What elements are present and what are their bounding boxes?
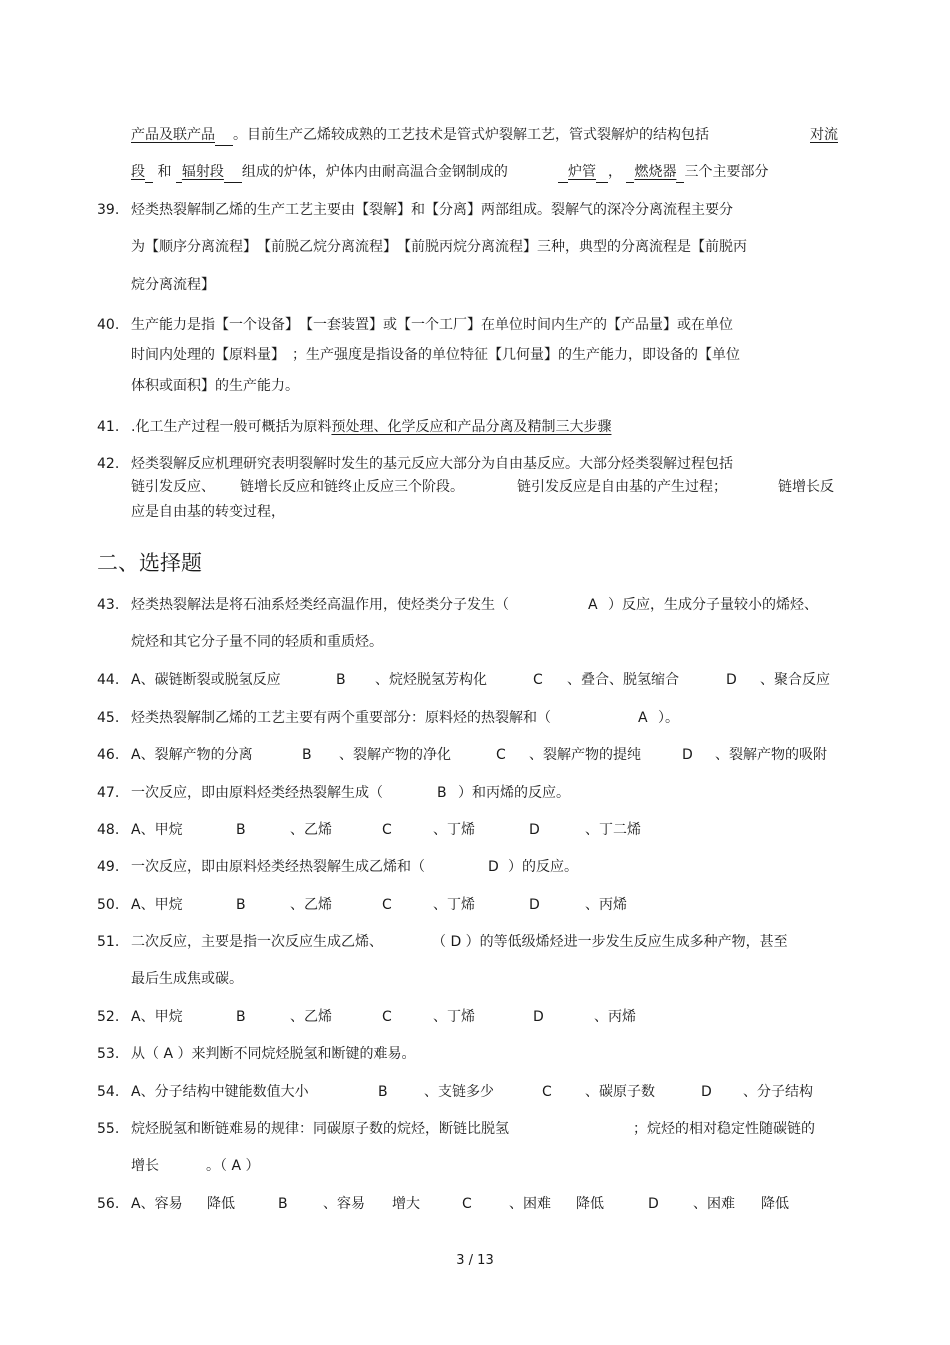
question-text: 。（ A ） bbox=[206, 1158, 260, 1174]
option: 、丁二烯 bbox=[585, 822, 641, 838]
option: 、丁烯 bbox=[433, 822, 475, 838]
question-text: 生产能力是指【一个设备】 【一套装置】或【一个工厂】在单位时间内生产的【产品量】或在单位 bbox=[131, 317, 733, 333]
question-number: 39. bbox=[97, 202, 120, 218]
underline-blank bbox=[145, 162, 153, 183]
option: 、容易 bbox=[323, 1196, 365, 1212]
question-number: 45. bbox=[97, 710, 120, 726]
option: A、容易 bbox=[131, 1196, 183, 1212]
question-text: 增长 bbox=[131, 1158, 159, 1174]
option-letter: D bbox=[726, 672, 737, 688]
question-text: 时间内处理的【原料量】 ；生产强度是指设备的单位特征【几何量】的生产能力，即设备的【单位 bbox=[131, 347, 740, 363]
question-text: 链引发反应是自由基的产生过程； bbox=[517, 479, 727, 495]
question-text bbox=[131, 417, 611, 437]
option: 、乙烯 bbox=[290, 1009, 332, 1025]
question-text: 最后生成焦或碳。 bbox=[131, 971, 243, 987]
option-letter: D bbox=[648, 1196, 659, 1212]
text-line bbox=[131, 125, 709, 146]
option-letter: C bbox=[533, 672, 543, 688]
answer-text: 辐射段 bbox=[181, 164, 224, 180]
option-letter: B bbox=[378, 1084, 388, 1100]
question-text: 从（ A ）来判断不同烷烃脱氢和断键的难易。 bbox=[131, 1046, 416, 1062]
option-letter: B bbox=[236, 1009, 246, 1025]
option-letter: B bbox=[236, 822, 246, 838]
question-number: 47. bbox=[97, 785, 120, 801]
question-text: 烃类热裂解法是将石油系烃类经高温作用，使烃类分子发生（ bbox=[131, 597, 509, 613]
option: 、困难 bbox=[509, 1196, 551, 1212]
question-number: 48. bbox=[97, 822, 120, 838]
question-text: 一次反应，即由原料烃类经热裂解生成（ bbox=[131, 785, 383, 801]
option: A、甲烷 bbox=[131, 822, 183, 838]
question-number: 54. bbox=[97, 1084, 120, 1100]
question-text: ）的反应。 bbox=[508, 859, 578, 875]
answer-letter: B bbox=[437, 785, 447, 801]
option: 、碳原子数 bbox=[585, 1084, 655, 1100]
question-text: 应是自由基的转变过程， bbox=[131, 504, 285, 520]
option: 降低 bbox=[761, 1196, 789, 1212]
section-heading: 二、选择题 bbox=[97, 551, 202, 575]
question-text: ）反应，生成分子量较小的烯烃、 bbox=[608, 597, 818, 613]
question-text: ）和丙烯的反应。 bbox=[458, 785, 570, 801]
option: A、甲烷 bbox=[131, 897, 183, 913]
option: 降低 bbox=[207, 1196, 235, 1212]
question-text: 二次反应，主要是指一次反应生成乙烯、 bbox=[131, 934, 383, 950]
text-line bbox=[558, 162, 768, 183]
option: 、困难 bbox=[693, 1196, 735, 1212]
option: 、丁烯 bbox=[433, 1009, 475, 1025]
question-text: ）。 bbox=[658, 710, 679, 726]
option: A、分子结构中键能数值大小 bbox=[131, 1084, 309, 1100]
question-text: 体积或面积】的生产能力。 bbox=[131, 378, 299, 394]
answer-blank: 产品及联产品 bbox=[131, 127, 215, 143]
option-letter: C bbox=[382, 822, 392, 838]
question-text: 链增长反应和链终止反应三个阶段。 bbox=[240, 479, 464, 495]
option-letter: B bbox=[302, 747, 312, 763]
underline-blank bbox=[596, 162, 608, 183]
question-number: 50. bbox=[97, 897, 120, 913]
option: A、甲烷 bbox=[131, 1009, 183, 1025]
question-number: 40. bbox=[97, 317, 120, 333]
option-letter: C bbox=[496, 747, 506, 763]
answer-text: 炉管 bbox=[568, 164, 596, 180]
question-text: 烷烃和其它分子量不同的轻质和重质烃。 bbox=[131, 634, 383, 650]
option: 、叠合、脱氢缩合 bbox=[567, 672, 679, 688]
option-letter: D bbox=[701, 1084, 712, 1100]
option-letter: B bbox=[278, 1196, 288, 1212]
question-number: 49. bbox=[97, 859, 120, 875]
option: 、裂解产物的净化 bbox=[339, 747, 451, 763]
option: 、支链多少 bbox=[424, 1084, 494, 1100]
option: 、丙烯 bbox=[594, 1009, 636, 1025]
question-text: 烃类热裂解制乙烯的工艺主要有两个重要部分：原料烃的热裂解和（ bbox=[131, 710, 551, 726]
text-span: .化工生产过程一般可概括为原料 bbox=[131, 419, 332, 435]
option-letter: C bbox=[542, 1084, 552, 1100]
question-number: 41. bbox=[97, 419, 120, 435]
answer-text: 段 bbox=[131, 164, 145, 180]
text-span: 组成的炉体，炉体内由耐高温合金钢制成的 bbox=[241, 164, 508, 180]
question-text: ；烷烃的相对稳定性随碳链的 bbox=[633, 1121, 815, 1137]
question-text: 烷烃脱氢和断链难易的规律：同碳原子数的烷烃，断链比脱氢 bbox=[131, 1121, 509, 1137]
option: 、乙烯 bbox=[290, 822, 332, 838]
option-letter: D bbox=[529, 897, 540, 913]
option-letter: D bbox=[682, 747, 693, 763]
option: 、乙烯 bbox=[290, 897, 332, 913]
answer-letter: A bbox=[638, 710, 648, 726]
question-number: 46. bbox=[97, 747, 120, 763]
question-number: 44. bbox=[97, 672, 120, 688]
text-span: 三个主要部分 bbox=[684, 164, 769, 180]
underline-blank bbox=[215, 125, 233, 146]
text-span: ， bbox=[608, 164, 622, 180]
question-number: 56. bbox=[97, 1196, 120, 1212]
question-number: 51. bbox=[97, 934, 120, 950]
option-letter: D bbox=[533, 1009, 544, 1025]
question-text: 链增长反 bbox=[778, 479, 834, 495]
option-letter: B bbox=[236, 897, 246, 913]
answer-text: 燃烧器 bbox=[634, 164, 677, 180]
option-letter: C bbox=[382, 897, 392, 913]
text-span: 。目前生产乙烯较成熟的工艺技术是管式炉裂解工艺，管式裂解炉的结构包括 bbox=[233, 127, 709, 143]
question-text: 烃类热裂解制乙烯的生产工艺主要由【裂解】和【分离】两部组成。裂解气的深冷分离流程主要分 bbox=[131, 202, 733, 218]
answer-text: 预处理、化学反应和产品分离及精制三大步骤 bbox=[331, 419, 612, 435]
question-number: 52. bbox=[97, 1009, 120, 1025]
text-span: 和 bbox=[157, 164, 172, 180]
question-number: 43. bbox=[97, 597, 120, 613]
option: 、裂解产物的提纯 bbox=[529, 747, 641, 763]
option: 增大 bbox=[392, 1196, 420, 1212]
option: 、裂解产物的吸附 bbox=[715, 747, 827, 763]
underline-blank bbox=[558, 162, 568, 183]
option: 降低 bbox=[576, 1196, 604, 1212]
question-text: 烃类裂解反应机理研究表明裂解时发生的基元反应大部分为自由基反应。大部分烃类裂解过程包括 bbox=[131, 456, 733, 472]
question-text: （ D ）的等低级烯烃进一步发生反应生成多种产物，甚至 bbox=[432, 934, 788, 950]
option: 、分子结构 bbox=[743, 1084, 813, 1100]
question-text: 烷分离流程】 bbox=[131, 277, 215, 293]
question-number: 42. bbox=[97, 456, 120, 472]
option-letter: C bbox=[462, 1196, 472, 1212]
question-text: 链引发反应、 bbox=[131, 479, 215, 495]
underline-blank bbox=[224, 162, 242, 183]
option: 、聚合反应 bbox=[760, 672, 830, 688]
option: A、碳链断裂或脱氢反应 bbox=[131, 672, 281, 688]
question-number: 55. bbox=[97, 1121, 120, 1137]
option-letter: B bbox=[336, 672, 346, 688]
page-number: 3 / 13 bbox=[456, 1253, 494, 1268]
answer-blank bbox=[810, 125, 838, 145]
option: 、丁烯 bbox=[433, 897, 475, 913]
answer-letter: A bbox=[588, 597, 598, 613]
answer-letter: D bbox=[488, 859, 499, 875]
option: 、烷烃脱氢芳构化 bbox=[375, 672, 487, 688]
question-text: 为【顺序分离流程】 【前脱乙烷分离流程】 【前脱丙烷分离流程】三种，典型的分离流程是【前脱丙 bbox=[131, 239, 747, 255]
question-text: 一次反应，即由原料烃类经热裂解生成乙烯和（ bbox=[131, 859, 425, 875]
answer-text: 对流 bbox=[810, 127, 838, 143]
question-number: 53. bbox=[97, 1046, 120, 1062]
option-letter: C bbox=[382, 1009, 392, 1025]
text-line bbox=[131, 162, 508, 183]
option-letter: D bbox=[529, 822, 540, 838]
option: 、丙烯 bbox=[585, 897, 627, 913]
option: A、裂解产物的分离 bbox=[131, 747, 253, 763]
